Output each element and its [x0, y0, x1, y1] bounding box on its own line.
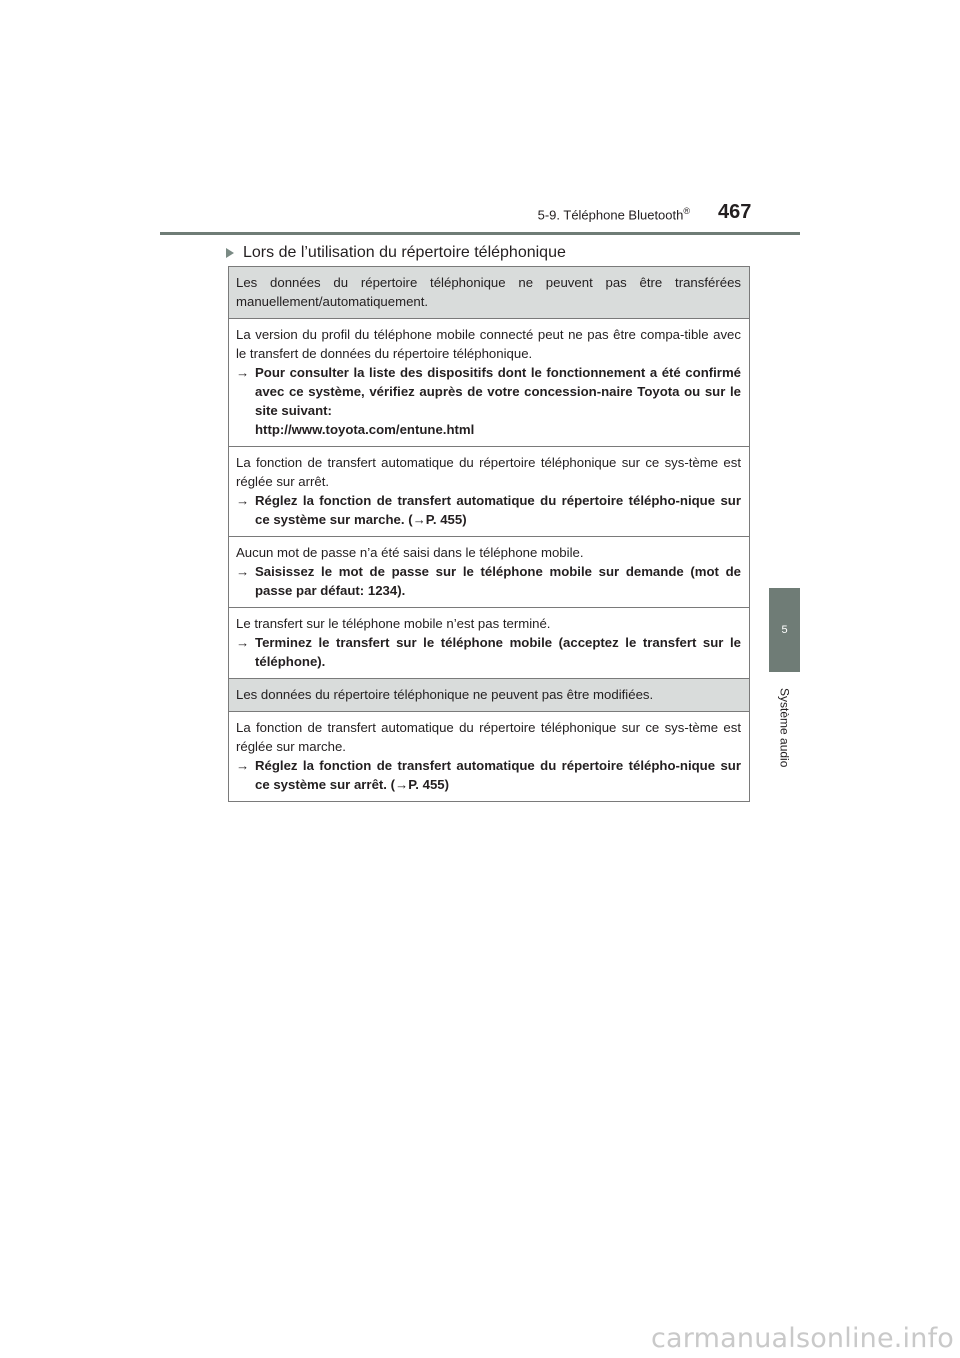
cause-text: Aucun mot de passe n’a été saisi dans le téléphone mobile.	[236, 545, 584, 560]
symptom-row	[229, 678, 749, 711]
remedy-text: Terminez le transfert sur le téléphone mobile (acceptez le transfert sur le téléphone).	[255, 635, 741, 669]
remedy-text: Réglez la fonction de transfert automatique du répertoire télépho-nique sur ce système sur marche. (	[255, 493, 741, 527]
arrow-icon: →	[236, 493, 250, 508]
page-ref-arrow-icon: →	[395, 777, 409, 792]
arrow-icon: →	[236, 564, 250, 579]
chapter-label	[769, 672, 800, 784]
remedy	[236, 363, 741, 439]
toyota-link[interactable]: http://www.toyota.com/entune.html	[255, 422, 475, 437]
chapter-label-text: Système audio	[777, 688, 792, 768]
remedy-text: Réglez la fonction de transfert automatique du répertoire télépho-nique sur ce système sur arrêt. (	[255, 758, 741, 792]
section-heading-text: Lors de l’utilisation du répertoire téléphonique	[243, 244, 566, 261]
page-reference-link[interactable]: P. 455)	[425, 512, 467, 527]
cause-row	[229, 536, 749, 607]
remedy	[236, 562, 741, 600]
symptom-text: Les données du répertoire téléphonique ne peuvent pas être modifiées.	[236, 687, 654, 702]
cause-text: La version du profil du téléphone mobile connecté peut ne pas être compa-tible avec le transfert de données du répertoire téléphonique.	[236, 327, 741, 361]
symptom-row	[229, 267, 749, 318]
remedy-text: Saisissez le mot de passe sur le téléphone mobile sur demande (mot de passe par défaut: 1234).	[255, 564, 741, 598]
header-section-title	[480, 206, 690, 222]
cause-text: Le transfert sur le téléphone mobile n’est pas terminé.	[236, 616, 551, 631]
page-ref-arrow-icon: →	[412, 512, 426, 527]
remedy	[236, 633, 741, 671]
cause-row	[229, 318, 749, 446]
header-divider	[160, 232, 800, 235]
remedy	[236, 756, 741, 794]
registered-mark: ®	[683, 206, 690, 216]
cause-text: La fonction de transfert automatique du répertoire téléphonique sur ce sys-tème est réglée sur marche.	[236, 720, 741, 754]
cause-row	[229, 446, 749, 536]
cause-text: La fonction de transfert automatique du répertoire téléphonique sur ce sys-tème est réglée sur arrêt.	[236, 455, 741, 489]
page-reference-link[interactable]: P. 455)	[408, 777, 450, 792]
arrow-icon: →	[236, 365, 250, 380]
cause-row	[229, 711, 749, 801]
watermark: carmanualsonline.info	[651, 1323, 954, 1354]
arrow-icon: →	[236, 758, 250, 773]
remedy	[236, 491, 741, 529]
arrow-icon: →	[236, 635, 250, 650]
remedy-text: Pour consulter la liste des dispositifs dont le fonctionnement a été confirmé avec ce système, vérifiez auprès de votre concession-naire Toyota ou sur le site suivant:	[255, 365, 741, 418]
chapter-tab[interactable]	[769, 588, 800, 672]
troubleshooting-table	[228, 266, 750, 802]
triangle-bullet-icon	[226, 248, 234, 258]
page-number: 467	[718, 201, 752, 223]
cause-row	[229, 607, 749, 678]
section-heading	[226, 244, 756, 262]
symptom-text: Les données du répertoire téléphonique ne peuvent pas être transférées manuellement/automatiquement.	[236, 275, 741, 309]
chapter-number: 5	[781, 624, 788, 636]
section-title-text: 5-9. Téléphone Bluetooth	[537, 207, 684, 223]
